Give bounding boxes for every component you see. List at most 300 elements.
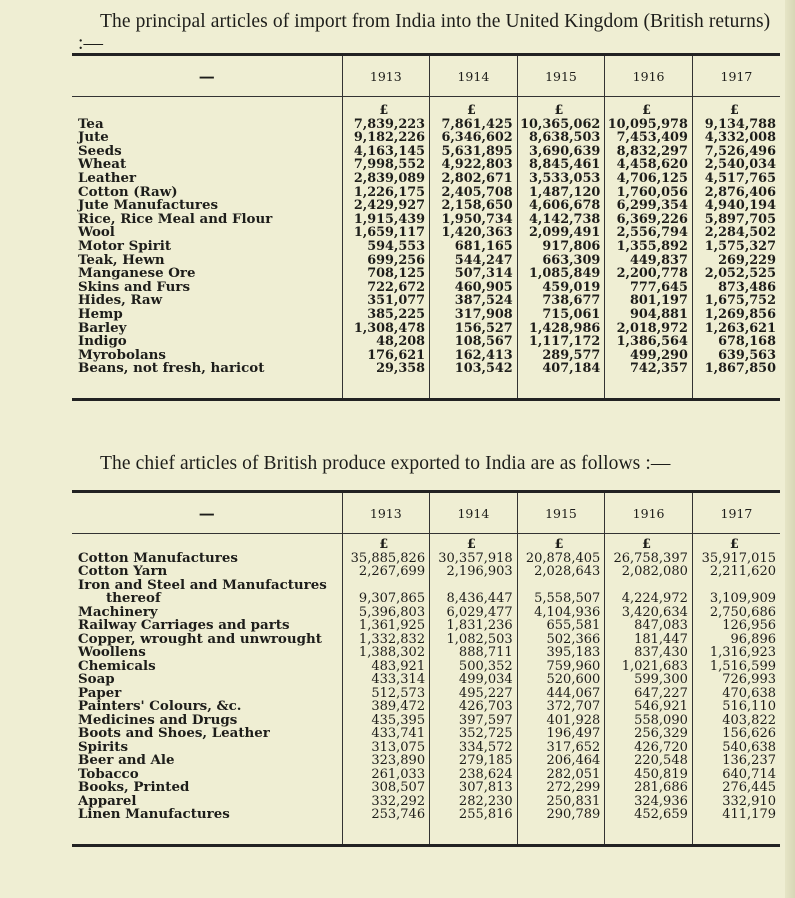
value-cell: 332,910 (692, 795, 780, 809)
value-cell: 4,142,738 (517, 213, 605, 227)
article-label (72, 606, 342, 620)
value-cell: 7,998,552 (342, 158, 430, 172)
value-cell: 2,876,406 (692, 186, 780, 200)
value-cell: 317,908 (430, 308, 518, 322)
value-cell: 2,556,794 (605, 226, 693, 240)
article-name: Motor Spirit (78, 239, 172, 254)
value-cell: 308,507 (342, 781, 430, 795)
value-cell: 332,292 (342, 795, 430, 809)
value-cell: 544,247 (430, 254, 518, 268)
table-row (72, 308, 780, 322)
article-label (72, 646, 342, 660)
article-label (72, 349, 342, 363)
article-label (72, 700, 342, 714)
article-name: thereof (106, 592, 161, 606)
article-label (72, 172, 342, 186)
article-label (72, 619, 342, 633)
value-cell: 334,572 (430, 741, 518, 755)
currency-symbol: £ (342, 97, 430, 118)
article-name: Woollens (78, 646, 146, 660)
value-cell: 647,227 (605, 687, 693, 701)
value-cell: 640,714 (692, 768, 780, 782)
value-cell: 411,179 (692, 808, 780, 844)
article-name: Painters' Colours, &c. (78, 700, 242, 714)
value-cell (517, 579, 605, 593)
value-cell: 2,158,650 (430, 199, 518, 213)
value-cell: 1,361,925 (342, 619, 430, 633)
exports-caption: The chief articles of British produce exported to India are as follows :— (100, 453, 671, 474)
value-cell: 196,497 (517, 727, 605, 741)
article-label (72, 660, 342, 674)
value-cell: 499,290 (605, 349, 693, 363)
table-row (72, 254, 780, 268)
table-row (72, 240, 780, 254)
value-cell: 2,018,972 (605, 322, 693, 336)
table-row (72, 145, 780, 159)
value-cell: 1,082,503 (430, 633, 518, 647)
article-label (72, 552, 342, 566)
year-header: 1917 (692, 55, 780, 97)
year-header: 1914 (430, 55, 518, 97)
value-cell: 1,021,683 (605, 660, 693, 674)
table-row (72, 673, 780, 687)
value-cell: 639,563 (692, 349, 780, 363)
article-label (72, 579, 342, 593)
year-header: 1916 (605, 55, 693, 97)
exports-table (72, 490, 780, 847)
value-cell (692, 579, 780, 593)
table-row (72, 186, 780, 200)
currency-symbol: £ (517, 534, 605, 552)
value-cell: 387,524 (430, 294, 518, 308)
value-cell: 2,099,491 (517, 226, 605, 240)
article-label (72, 781, 342, 795)
article-label (72, 673, 342, 687)
value-cell: 1,428,986 (517, 322, 605, 336)
table-row (72, 349, 780, 363)
year-header: 1914 (430, 492, 518, 534)
table-row (72, 118, 780, 132)
value-cell: 255,816 (430, 808, 518, 844)
value-cell: 4,606,678 (517, 199, 605, 213)
value-cell: 837,430 (605, 646, 693, 660)
value-cell: 279,185 (430, 754, 518, 768)
year-header: 1913 (342, 55, 430, 97)
article-name: Jute (78, 131, 109, 145)
article-name: Hemp (78, 307, 123, 322)
value-cell: 8,845,461 (517, 158, 605, 172)
article-name: Jute Manufactures (78, 199, 219, 213)
table-row (72, 714, 780, 728)
table-row (72, 335, 780, 349)
article-name: Wool (78, 226, 115, 240)
value-cell: 873,486 (692, 281, 780, 295)
value-cell: 459,019 (517, 281, 605, 295)
currency-symbol: £ (517, 97, 605, 118)
currency-symbol: £ (692, 97, 780, 118)
year-header: 1916 (605, 492, 693, 534)
article-name: Teak, Hewn (78, 253, 165, 268)
article-name: Indigo (78, 335, 127, 349)
value-cell: 220,548 (605, 754, 693, 768)
table-row (72, 687, 780, 701)
article-name: Seeds (78, 144, 122, 159)
article-name: Chemicals (78, 659, 156, 673)
value-cell: 389,472 (342, 700, 430, 714)
value-cell: 372,707 (517, 700, 605, 714)
value-cell: 2,082,080 (605, 565, 693, 579)
article-name: Books, Printed (78, 781, 190, 795)
value-cell: 6,346,602 (430, 131, 518, 145)
value-cell: 2,284,502 (692, 226, 780, 240)
article-label (72, 226, 342, 240)
article-label (72, 118, 342, 132)
value-cell: 1,487,120 (517, 186, 605, 200)
article-name: Beer and Ale (78, 754, 175, 768)
table-row (72, 322, 780, 336)
article-label (72, 131, 342, 145)
value-cell: 599,300 (605, 673, 693, 687)
value-cell: 30,357,918 (430, 552, 518, 566)
article-name: Tobacco (78, 767, 139, 781)
table-row (72, 213, 780, 227)
value-cell: 289,577 (517, 349, 605, 363)
value-cell: 176,621 (342, 349, 430, 363)
exports-body (72, 534, 780, 846)
value-cell: 2,405,708 (430, 186, 518, 200)
article-name: Hides, Raw (78, 294, 163, 308)
table-bottom-rule (72, 844, 780, 846)
value-cell: 512,573 (342, 687, 430, 701)
value-cell: 655,581 (517, 619, 605, 633)
value-cell: 904,881 (605, 308, 693, 322)
table-row (72, 362, 780, 398)
article-label (72, 754, 342, 768)
value-cell: 1,675,752 (692, 294, 780, 308)
value-cell: 9,134,788 (692, 118, 780, 132)
table-row (72, 592, 780, 606)
value-cell: 5,558,507 (517, 592, 605, 606)
article-label (72, 768, 342, 782)
article-name: Leather (78, 171, 137, 186)
value-cell: 5,631,895 (430, 145, 518, 159)
value-cell: 8,436,447 (430, 592, 518, 606)
article-label (72, 687, 342, 701)
value-cell: 1,332,832 (342, 633, 430, 647)
value-cell: 433,741 (342, 727, 430, 741)
value-cell: 256,329 (605, 727, 693, 741)
article-name: Medicines and Drugs (78, 713, 238, 727)
value-cell: 426,703 (430, 700, 518, 714)
value-cell: 35,917,015 (692, 552, 780, 566)
value-cell: 507,314 (430, 267, 518, 281)
value-cell: 888,711 (430, 646, 518, 660)
currency-symbol: £ (342, 534, 430, 552)
table-row (72, 267, 780, 281)
value-cell: 6,369,226 (605, 213, 693, 227)
value-cell: 29,358 (342, 362, 430, 398)
article-label (72, 267, 342, 281)
article-name: Barley (78, 321, 127, 336)
value-cell: 9,307,865 (342, 592, 430, 606)
value-cell: 801,197 (605, 294, 693, 308)
value-cell: 2,211,620 (692, 565, 780, 579)
value-cell: 2,052,525 (692, 267, 780, 281)
value-cell: 108,567 (430, 335, 518, 349)
imports-header-row (72, 55, 780, 97)
value-cell: 162,413 (430, 349, 518, 363)
value-cell: 1,316,923 (692, 646, 780, 660)
value-cell: 2,267,699 (342, 565, 430, 579)
value-cell: 7,526,496 (692, 145, 780, 159)
label-column-header: — (72, 55, 342, 97)
value-cell: 742,357 (605, 362, 693, 398)
article-name: Spirits (78, 740, 128, 754)
value-cell: 1,659,117 (342, 226, 430, 240)
article-name: Railway Carriages and parts (78, 619, 290, 633)
value-cell: 435,395 (342, 714, 430, 728)
currency-symbol: £ (605, 534, 693, 552)
value-cell: 35,885,826 (342, 552, 430, 566)
value-cell: 8,832,297 (605, 145, 693, 159)
value-cell: 5,897,705 (692, 213, 780, 227)
table-row (72, 294, 780, 308)
value-cell: 460,905 (430, 281, 518, 295)
value-cell (342, 579, 430, 593)
article-name: Cotton Yarn (78, 565, 168, 579)
article-label (72, 322, 342, 336)
value-cell: 403,822 (692, 714, 780, 728)
article-label (72, 741, 342, 755)
article-name: Paper (78, 686, 122, 700)
value-cell: 103,542 (430, 362, 518, 398)
value-cell: 3,109,909 (692, 592, 780, 606)
value-cell: 4,706,125 (605, 172, 693, 186)
value-cell: 1,386,564 (605, 335, 693, 349)
value-cell: 499,034 (430, 673, 518, 687)
exports-header-row (72, 492, 780, 534)
value-cell: 917,806 (517, 240, 605, 254)
value-cell: 2,200,778 (605, 267, 693, 281)
table-row (72, 795, 780, 809)
value-cell: 847,083 (605, 619, 693, 633)
table-row (72, 131, 780, 145)
article-label (72, 308, 342, 322)
value-cell: 4,458,620 (605, 158, 693, 172)
value-cell: 307,813 (430, 781, 518, 795)
value-cell: 726,993 (692, 673, 780, 687)
value-cell: 738,677 (517, 294, 605, 308)
value-cell: 7,861,425 (430, 118, 518, 132)
value-cell: 4,517,765 (692, 172, 780, 186)
value-cell: 1,226,175 (342, 186, 430, 200)
value-cell: 282,230 (430, 795, 518, 809)
year-header: 1917 (692, 492, 780, 534)
value-cell: 6,029,477 (430, 606, 518, 620)
currency-symbol: £ (692, 534, 780, 552)
value-cell: 1,085,849 (517, 267, 605, 281)
value-cell: 20,878,405 (517, 552, 605, 566)
value-cell: 1,760,056 (605, 186, 693, 200)
value-cell: 126,956 (692, 619, 780, 633)
value-cell: 8,638,503 (517, 131, 605, 145)
article-label (72, 294, 342, 308)
table-row (72, 606, 780, 620)
value-cell (430, 579, 518, 593)
table-row (72, 660, 780, 674)
value-cell: 401,928 (517, 714, 605, 728)
table-row (72, 646, 780, 660)
value-cell: 290,789 (517, 808, 605, 844)
article-name: Tea (78, 117, 104, 132)
article-name: Iron and Steel and Manufactures (78, 578, 327, 592)
value-cell: 1,575,327 (692, 240, 780, 254)
value-cell: 397,597 (430, 714, 518, 728)
table-row (72, 727, 780, 741)
currency-row (72, 97, 780, 118)
table-row (72, 552, 780, 566)
table-row (72, 633, 780, 647)
value-cell: 136,237 (692, 754, 780, 768)
imports-caption: The principal articles of import from India into the United Kingdom (British returns) :— (78, 11, 771, 54)
table-row (72, 565, 780, 579)
article-label (72, 213, 342, 227)
article-label (72, 565, 342, 579)
value-cell: 4,332,008 (692, 131, 780, 145)
table-row (72, 579, 780, 593)
value-cell: 313,075 (342, 741, 430, 755)
value-cell: 1,388,302 (342, 646, 430, 660)
value-cell: 2,429,927 (342, 199, 430, 213)
year-header: 1913 (342, 492, 430, 534)
value-cell: 96,896 (692, 633, 780, 647)
value-cell: 699,256 (342, 254, 430, 268)
table-row (72, 741, 780, 755)
value-cell: 317,652 (517, 741, 605, 755)
value-cell: 444,067 (517, 687, 605, 701)
article-label (72, 254, 342, 268)
value-cell: 2,196,903 (430, 565, 518, 579)
value-cell: 433,314 (342, 673, 430, 687)
table-row (72, 281, 780, 295)
table-row (72, 808, 780, 844)
table-row (72, 781, 780, 795)
article-label (72, 362, 342, 398)
article-label (72, 240, 342, 254)
value-cell: 4,104,936 (517, 606, 605, 620)
value-cell: 351,077 (342, 294, 430, 308)
value-cell: 450,819 (605, 768, 693, 782)
value-cell: 2,028,643 (517, 565, 605, 579)
value-cell: 1,263,621 (692, 322, 780, 336)
table-row (72, 158, 780, 172)
value-cell: 594,553 (342, 240, 430, 254)
value-cell: 276,445 (692, 781, 780, 795)
value-cell: 495,227 (430, 687, 518, 701)
value-cell: 385,225 (342, 308, 430, 322)
value-cell: 558,090 (605, 714, 693, 728)
currency-symbol: £ (605, 97, 693, 118)
article-label (72, 145, 342, 159)
value-cell: 156,626 (692, 727, 780, 741)
value-cell: 449,837 (605, 254, 693, 268)
value-cell: 3,420,634 (605, 606, 693, 620)
value-cell: 272,299 (517, 781, 605, 795)
value-cell: 206,464 (517, 754, 605, 768)
value-cell: 1,915,439 (342, 213, 430, 227)
page-edge-shadow (785, 0, 795, 898)
value-cell: 516,110 (692, 700, 780, 714)
value-cell: 1,516,599 (692, 660, 780, 674)
value-cell: 6,299,354 (605, 199, 693, 213)
value-cell: 2,750,686 (692, 606, 780, 620)
value-cell: 48,208 (342, 335, 430, 349)
value-cell: 678,168 (692, 335, 780, 349)
article-label (72, 795, 342, 809)
value-cell: 1,867,850 (692, 362, 780, 398)
value-cell: 352,725 (430, 727, 518, 741)
value-cell: 281,686 (605, 781, 693, 795)
value-cell: 7,453,409 (605, 131, 693, 145)
value-cell: 663,309 (517, 254, 605, 268)
table-row (72, 754, 780, 768)
label-column-header: — (72, 492, 342, 534)
value-cell: 1,269,856 (692, 308, 780, 322)
value-cell: 261,033 (342, 768, 430, 782)
value-cell: 26,758,397 (605, 552, 693, 566)
value-cell: 2,839,089 (342, 172, 430, 186)
article-name: Rice, Rice Meal and Flour (78, 212, 273, 227)
value-cell: 282,051 (517, 768, 605, 782)
imports-table (72, 53, 780, 401)
article-label (72, 158, 342, 172)
value-cell: 1,355,892 (605, 240, 693, 254)
value-cell: 250,831 (517, 795, 605, 809)
article-label (72, 808, 342, 844)
currency-symbol: £ (430, 534, 518, 552)
value-cell: 9,182,226 (342, 131, 430, 145)
article-name: Beans, not fresh, haricot (78, 362, 265, 377)
article-name: Cotton Manufactures (78, 551, 238, 565)
value-cell: 10,095,978 (605, 118, 693, 132)
imports-body (72, 97, 780, 400)
currency-row (72, 534, 780, 552)
article-name: Apparel (78, 794, 137, 808)
value-cell: 722,672 (342, 281, 430, 295)
value-cell: 3,690,639 (517, 145, 605, 159)
value-cell: 7,839,223 (342, 118, 430, 132)
article-name: Skins and Furs (78, 280, 191, 295)
article-name: Myrobolans (78, 348, 166, 363)
value-cell: 2,540,034 (692, 158, 780, 172)
value-cell: 1,950,734 (430, 213, 518, 227)
value-cell: 4,163,145 (342, 145, 430, 159)
article-label (72, 186, 342, 200)
year-header: 1915 (517, 55, 605, 97)
article-name: Boots and Shoes, Leather (78, 727, 270, 741)
article-label (72, 281, 342, 295)
value-cell: 681,165 (430, 240, 518, 254)
year-header: 1915 (517, 492, 605, 534)
value-cell: 1,831,236 (430, 619, 518, 633)
value-cell: 269,229 (692, 254, 780, 268)
table-row (72, 199, 780, 213)
value-cell: 3,533,053 (517, 172, 605, 186)
value-cell: 502,366 (517, 633, 605, 647)
value-cell: 520,600 (517, 673, 605, 687)
article-label (72, 727, 342, 741)
article-name: Manganese Ore (78, 267, 196, 281)
